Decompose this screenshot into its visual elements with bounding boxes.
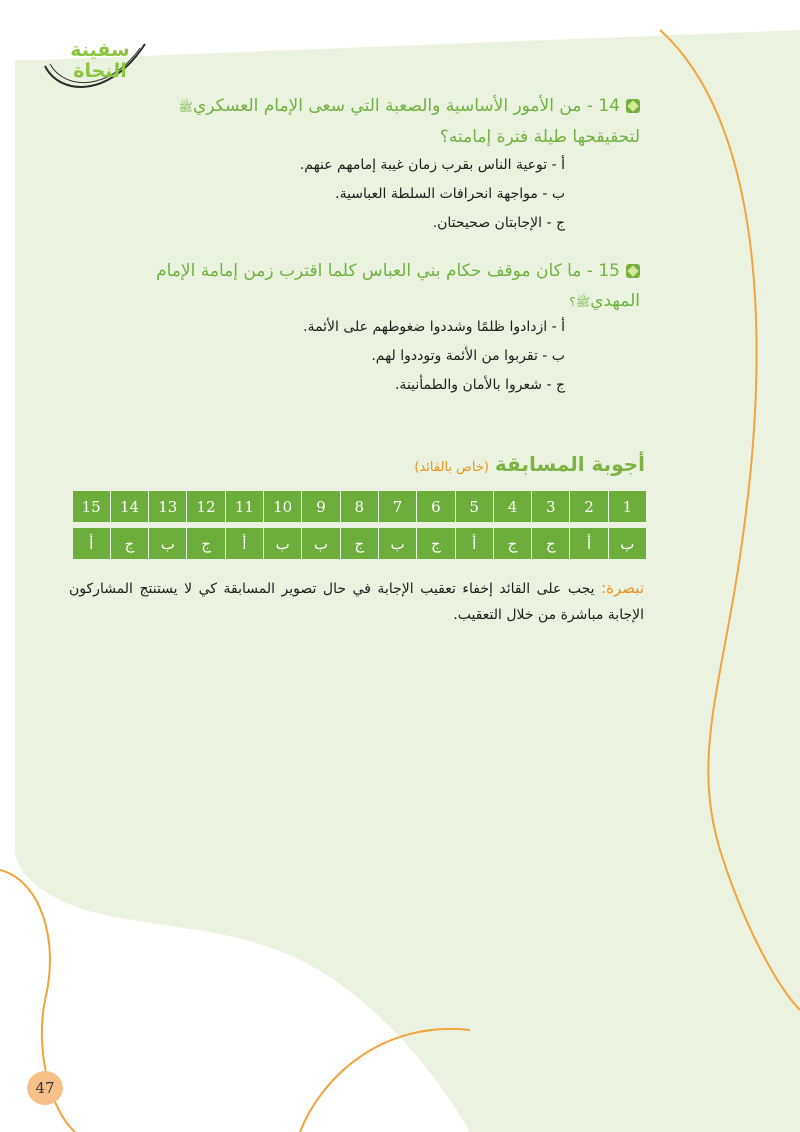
question-14: [70, 91, 640, 152]
option-b: ب - تقربوا من الأئمة وتوددوا لهم.: [371, 348, 565, 364]
option-a: أ - ازدادوا ظلمًا وشددوا ضغوطهم على الأئمة.: [303, 319, 565, 335]
option-c: ج - شعروا بالأمان والطمأنينة.: [394, 377, 565, 393]
answer-number-cell: 9: [302, 491, 339, 522]
answer-number-cell: 13: [149, 491, 186, 522]
logo: سفينة النجاة: [70, 39, 130, 82]
answer-number-cell: 12: [187, 491, 224, 522]
answers-grid: [72, 491, 646, 565]
honorific-mark: ﷺ؟: [569, 295, 591, 309]
option-c: ج - الإجابتان صحيحتان.: [432, 215, 565, 231]
option-b: ب - مواجهة انحرافات السلطة العباسية.: [335, 186, 565, 202]
answer-number-cell: 10: [264, 491, 301, 522]
flower-bullet-icon: [626, 99, 640, 113]
answer-number-cell: 7: [379, 491, 416, 522]
answer-letter-cell: ب: [609, 528, 646, 559]
answer-number-cell: 2: [570, 491, 607, 522]
answer-number-cell: 11: [226, 491, 263, 522]
answer-letter-cell: أ: [456, 528, 493, 559]
answers-title: أجوبة المسابقة: [494, 452, 645, 476]
answer-number-cell: 1: [609, 491, 646, 522]
answer-number-cell: 14: [111, 491, 148, 522]
answer-letter-cell: أ: [226, 528, 263, 559]
answers-numbers-row: [72, 491, 646, 522]
answer-letter-cell: ج: [417, 528, 454, 559]
answer-number-cell: 4: [494, 491, 531, 522]
note: [69, 575, 644, 628]
answer-letter-cell: أ: [570, 528, 607, 559]
note-label: تبصرة:: [601, 579, 644, 597]
question-14-line-2: لتحقيقحها طيلة فترة إمامته؟: [439, 127, 640, 147]
note-text: يجب على القائد إخفاء تعقيب الإجابة في حال تصوير المسابقة كي لا يستنتج المشاركون الإجابة مباشرة من خلال التعقيب.: [69, 581, 644, 623]
option-a: أ - توعية الناس بقرب زمان غيبة إمامهم عنهم.: [299, 157, 565, 173]
question-14-line-1: 14 - من الأمور الأساسية والصعبة التي سعى الإمام العسكري: [193, 96, 620, 116]
honorific-mark: ﷺ: [178, 100, 193, 114]
answer-letter-cell: أ: [73, 528, 110, 559]
answer-number-cell: 3: [532, 491, 569, 522]
page-number: 47: [27, 1071, 63, 1105]
question-15-options: [85, 313, 565, 400]
question-14-options: [85, 151, 565, 238]
answer-letter-cell: ب: [149, 528, 186, 559]
answer-letter-cell: ب: [264, 528, 301, 559]
answer-letter-cell: ب: [379, 528, 416, 559]
answer-number-cell: 8: [341, 491, 378, 522]
answer-letter-cell: ج: [111, 528, 148, 559]
question-15-line-2: المهدي: [590, 291, 640, 311]
answer-number-cell: 5: [456, 491, 493, 522]
answer-number-cell: 15: [73, 491, 110, 522]
question-15: [70, 256, 640, 317]
answer-letter-cell: ب: [302, 528, 339, 559]
flower-bullet-icon: [626, 264, 640, 278]
answers-letters-row: [72, 528, 646, 559]
answer-letter-cell: ج: [187, 528, 224, 559]
answer-number-cell: 6: [417, 491, 454, 522]
answers-section-title: [414, 452, 645, 476]
answers-subtitle: (خاص بالقائد): [414, 460, 489, 475]
answer-letter-cell: ج: [532, 528, 569, 559]
question-15-line-1: 15 - ما كان موقف حكام بني العباس كلما اقترب زمن إمامة الإمام: [156, 261, 620, 281]
answer-letter-cell: ج: [494, 528, 531, 559]
answer-letter-cell: ج: [341, 528, 378, 559]
